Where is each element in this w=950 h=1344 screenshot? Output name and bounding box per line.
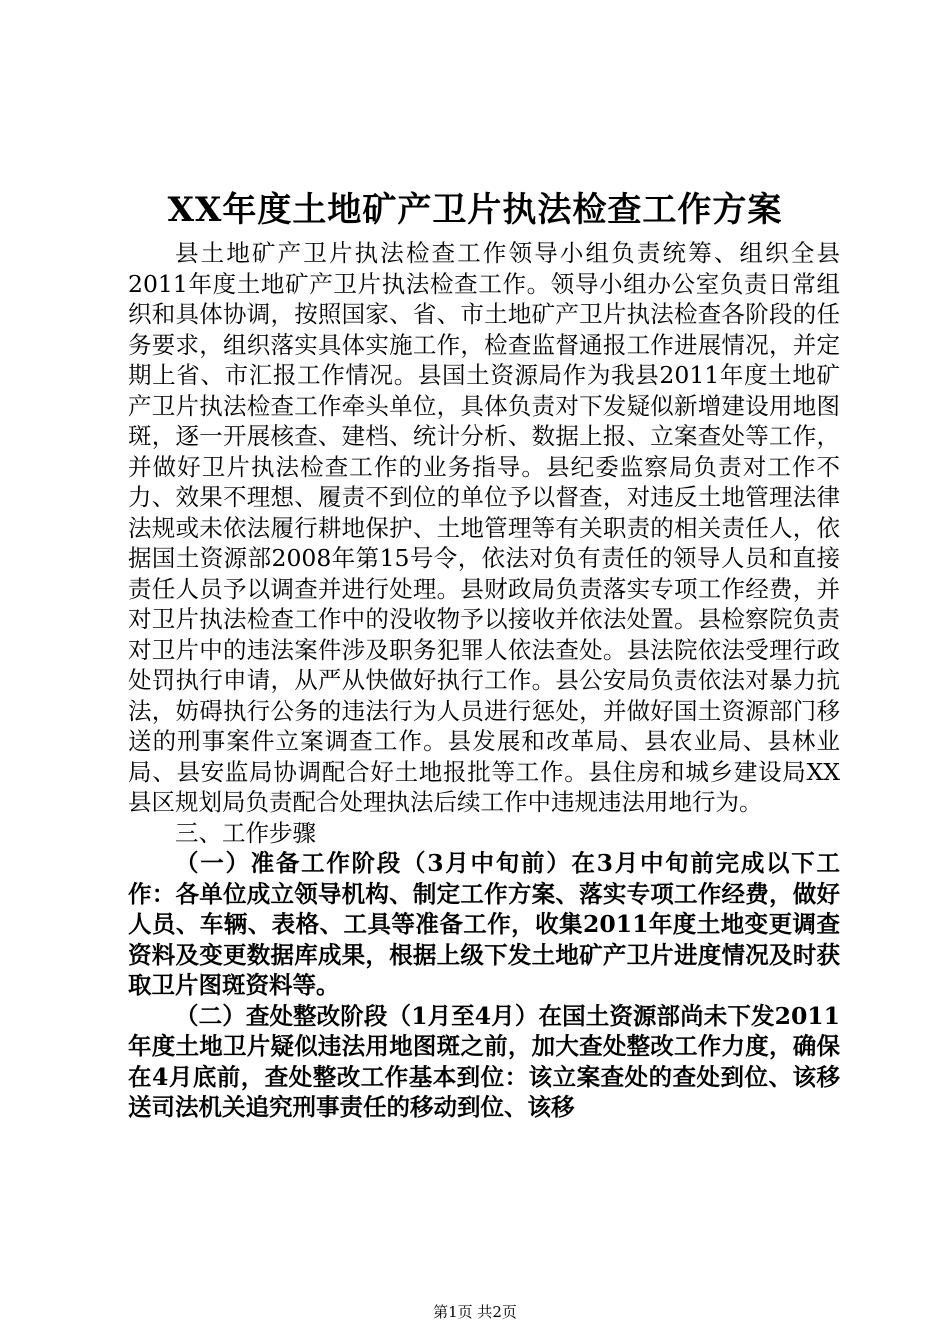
document-title: XX年度土地矿产卫片执法检查工作方案 (167, 190, 783, 230)
section-heading-work-steps: 三、工作步骤 (175, 818, 316, 847)
page-number-footer: 第1页 共2页 (433, 1303, 517, 1321)
paragraph-responsibilities: 县土地矿产卫片执法检查工作领导小组负责统筹、组织全县2011年度土地矿产卫片执法检查工作。领导小组办公室负责日常组织和具体协调，按照国家、省、市土地矿产卫片执法检查各阶段的任务要求，组织落实具体实施工作，检查监督通报工作进展情况，并定期上省、市汇报工作情况。县国土资源局作为我县2011年度土地矿产卫片执法检查工作牵头单位，具体负责对下发疑似新增建设用地图斑，逐一开展核查、建档、统计分析、数据上报、立案查处等工作，并做好卫片执法检查工作的业务指导。县纪委监察局负责对工作不力、效果不理想、履责不到位的单位予以督查，对违反土地管理法律法规或未依法履行耕地保护、土地管理等有关职责的相关责任人，依据国土资源部2008年第15号令，依法对负有责任的领导人员和直接责任人员予以调查并进行处理。县财政局负责落实专项工作经费，并对卫片执法检查工作中的没收物予以接收并依法处置。县检察院负责对卫片中的违法案件涉及职务犯罪人依法查处。县法院依法受理行政处罚执行申请，从严从快做好执行工作。县公安局负责依法对暴力抗法，妨碍执行公务的违法行为人员进行惩处，并做好国土资源部门移送的刑事案件立案调查工作。县发展和改革局、县农业局、县林业局、县安监局协调配合好土地报批等工作。县住房和城乡建设局XX县区规划局负责配合处理执法后续工作中违规违法用地行为。 (128, 239, 840, 816)
paragraph-preparation-stage: （一）准备工作阶段（3月中旬前）在3月中旬前完成以下工作：各单位成立领导机构、制定工作方案、落实专项工作经费，做好人员、车辆、表格、工具等准备工作，收集2011年度土地变更调查资料及变更数据库成果，根据上级下发土地矿产卫片进度情况及时获取卫片图斑资料等。 (128, 849, 840, 999)
paragraph-rectification-stage: （二）查处整改阶段（1月至4月）在国土资源部尚未下发2011年度土地卫片疑似违法用地图斑之前，加大查处整改工作力度，确保在4月底前，查处整改工作基本到位：该立案查处的查处到位、该移送司法机关追究刑事责任的移动到位、该移 (128, 1001, 840, 1121)
document-body (128, 238, 840, 1123)
